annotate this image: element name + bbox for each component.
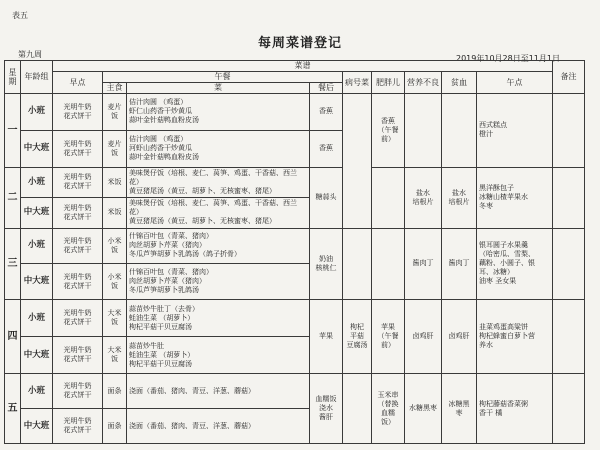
sick-cell (343, 374, 372, 444)
grade-cell: 中大班 (21, 264, 53, 300)
remark-cell (553, 374, 585, 444)
staple-cell: 米饭 (103, 167, 127, 197)
snack-cell: 枸杞藤菇香菜粥 香干 橘 (477, 374, 553, 444)
grade-cell: 中大班 (21, 409, 53, 444)
breakfast-cell: 光明牛奶 花式饼干 (53, 374, 103, 409)
staple-cell: 小米饭 (103, 264, 127, 300)
anemia-cell: 盐水 培根片 (442, 167, 477, 228)
obese-cell: 苹果 （午餐 前） (372, 300, 405, 374)
dish-cell: 什锦百叶包（青菜、猪肉） 肉丝胡萝卜芹菜（猪肉） 冬瓜芦笋胡萝卜乳鸽汤（鸽子折骨） (127, 228, 310, 264)
snack-cell: 西式糕点 橙汁 (477, 93, 553, 167)
grade-cell: 小班 (21, 228, 53, 264)
dish-cell: 美味煲仔饭（培根、麦仁、莴笋、鸡蛋、干香菇、西兰花） 黄豆猪尾汤（黄豆、胡萝卜、无核蜜枣、猪尾） (127, 198, 310, 228)
day-label: 一 (5, 93, 21, 167)
header-after-meal: 餐后 (310, 82, 343, 93)
dish-cell: 蒜苗炒牛肚 蚝油生菜 （胡萝卜） 枸杞平菇干贝豆腐汤 (127, 337, 310, 374)
breakfast-cell: 光明牛奶 花式饼干 (53, 198, 103, 228)
obese-cell (372, 167, 405, 228)
malnourished-cell: 酱肉丁 (405, 228, 442, 300)
header-lunch: 午餐 (103, 71, 343, 82)
dish-cell: 浇面（番茄、猪肉、青豆、洋葱、蘑菇） (127, 374, 310, 409)
breakfast-cell: 光明牛奶 花式饼干 (53, 300, 103, 337)
header-recipe: 菜谱 (53, 61, 553, 72)
obese-cell: 玉米串 （替换 血糯 饭） (372, 374, 405, 444)
remark-cell (553, 167, 585, 228)
breakfast-cell: 光明牛奶 花式饼干 (53, 93, 103, 130)
menu-table (4, 60, 585, 444)
dish-cell: 佶汁肉圆 （鸡蛋） 虾仁山药香干炒黄瓜 蒜叶金针菇鸭血粉皮汤 (127, 93, 310, 130)
staple-cell: 面条 (103, 409, 127, 444)
remark-cell (553, 93, 585, 167)
header-dish: 菜 (127, 82, 310, 93)
day-label: 五 (5, 374, 21, 444)
anemia-cell (442, 93, 477, 167)
grade-cell: 小班 (21, 300, 53, 337)
header-snack: 午点 (477, 71, 553, 93)
staple-cell: 米饭 (103, 198, 127, 228)
breakfast-cell: 光明牛奶 花式饼干 (53, 409, 103, 444)
grade-cell: 中大班 (21, 130, 53, 167)
breakfast-cell: 光明牛奶 花式饼干 (53, 130, 103, 167)
table-number: 表五 (12, 11, 28, 20)
header-breakfast: 早点 (53, 71, 103, 93)
page-title: 每周菜谱登记 (257, 36, 342, 51)
breakfast-cell: 光明牛奶 花式饼干 (53, 337, 103, 374)
malnourished-cell: 水糖黑枣 (405, 374, 442, 444)
staple-cell: 麦片饭 (103, 93, 127, 130)
week-label: 第九周 (18, 50, 42, 59)
day-label: 二 (5, 167, 21, 228)
header-remark: 备注 (553, 61, 585, 94)
grade-cell: 中大班 (21, 337, 53, 374)
after-meal-cell: 香蕉 (310, 93, 343, 130)
header-weekday: 星期 (5, 61, 21, 94)
snack-cell: 银耳圆子水果羹 （哈密瓜、雪梨、 藕粉、小圆子、银 耳、冰糖） 油枣 圣女果 (477, 228, 553, 300)
sick-cell (343, 228, 372, 300)
header-anemia: 贫血 (442, 71, 477, 93)
staple-cell: 面条 (103, 374, 127, 409)
grade-cell: 小班 (21, 374, 53, 409)
day-label: 四 (5, 300, 21, 374)
grade-cell: 小班 (21, 167, 53, 197)
header-sick: 病号菜 (343, 71, 372, 93)
remark-cell (553, 228, 585, 300)
malnourished-cell: 卤鸡肝 (405, 300, 442, 374)
snack-cell: 黑洋酥包子 冰糖山楂苹果水 冬枣 (477, 167, 553, 228)
malnourished-cell (405, 93, 442, 167)
header-obese: 肥胖儿 (372, 71, 405, 93)
anemia-cell: 冰糖黑 枣 (442, 374, 477, 444)
dish-cell: 美味煲仔饭（培根、麦仁、莴笋、鸡蛋、干香菇、西兰花） 黄豆猪尾汤（黄豆、胡萝卜、无核蜜枣、猪尾） (127, 167, 310, 197)
date-range: 2019年10月28日至11月1日 (456, 54, 560, 63)
after-meal-cell: 苹果 (310, 300, 343, 374)
breakfast-cell: 光明牛奶 花式饼干 (53, 167, 103, 197)
sick-cell (343, 93, 372, 228)
grade-cell: 小班 (21, 93, 53, 130)
staple-cell: 麦片饭 (103, 130, 127, 167)
sick-cell: 枸杞 平菇 豆腐汤 (343, 300, 372, 374)
dish-cell: 什锦百叶包（青菜、猪肉） 肉丝胡萝卜芹菜（猪肉） 冬瓜芦笋胡萝卜乳鸽汤 (127, 264, 310, 300)
header-age-group: 年龄组 (21, 61, 53, 94)
breakfast-cell: 光明牛奶 花式饼干 (53, 264, 103, 300)
staple-cell: 大米饭 (103, 300, 127, 337)
after-meal-cell: 奶油 核桃仁 (310, 228, 343, 300)
dish-cell: 佶汁肉圆 （鸡蛋） 河虾山药香干炒黄瓜 蒜叶金针菇鸭血粉皮汤 (127, 130, 310, 167)
header-malnourished: 营养不良 (405, 71, 442, 93)
grade-cell: 中大班 (21, 198, 53, 228)
day-label: 三 (5, 228, 21, 300)
header-staple: 主食 (103, 82, 127, 93)
after-meal-cell: 糖蒜头 (310, 167, 343, 228)
after-meal-cell: 血糯饭 浇水 酱肝 (310, 374, 343, 444)
obese-cell: 香蕉 （午餐前） (372, 93, 405, 167)
malnourished-cell: 盐水 培根片 (405, 167, 442, 228)
dish-cell: 浇面（番茄、猪肉、青豆、洋葱、蘑菇） (127, 409, 310, 444)
anemia-cell: 酱肉丁 (442, 228, 477, 300)
breakfast-cell: 光明牛奶 花式饼干 (53, 228, 103, 264)
snack-cell: 韭菜鸡蛋高粱饼 枸杞蜂蜜白萝卜营 养水 (477, 300, 553, 374)
after-meal-cell: 香蕉 (310, 130, 343, 167)
staple-cell: 小米饭 (103, 228, 127, 264)
staple-cell: 大米饭 (103, 337, 127, 374)
anemia-cell: 卤鸡肝 (442, 300, 477, 374)
dish-cell: 蒜苗炒牛肚丁（去骨） 蚝油生菜 （胡萝卜） 枸杞平菇干贝豆腐汤 (127, 300, 310, 337)
remark-cell (553, 300, 585, 374)
obese-cell (372, 228, 405, 300)
